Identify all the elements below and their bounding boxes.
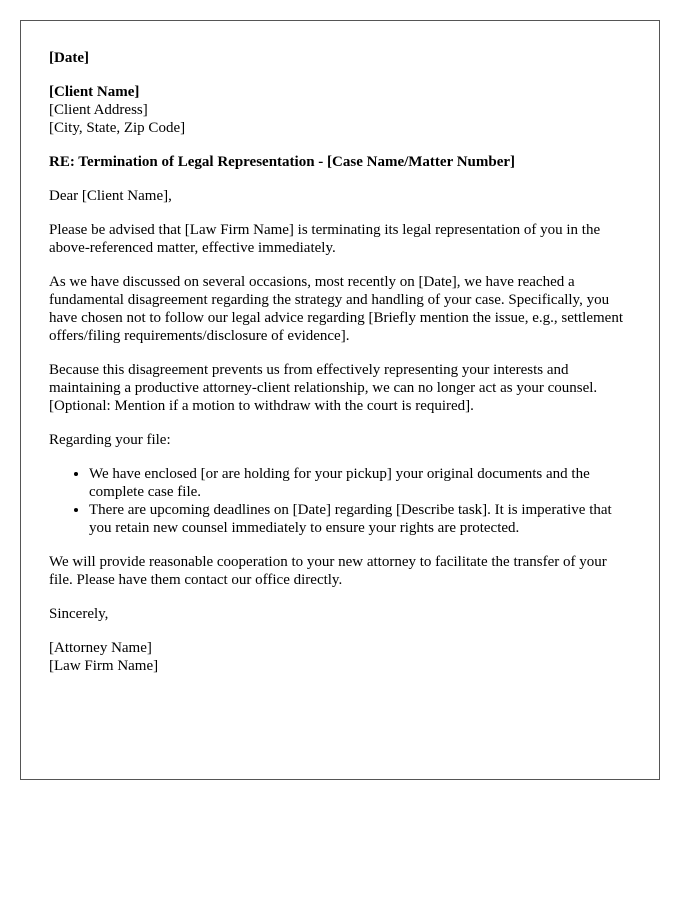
- list-item: • We have enclosed [or are holding for your pickup] your original documents and the complete case file.: [89, 465, 633, 501]
- paragraph-notice: Please be advised that [Law Firm Name] is terminating its legal representation of you in the above-referenced matter, effective immediately.: [49, 222, 601, 256]
- closing-paragraph: We will provide reasonable cooperation to your new attorney to facilitate the transfer of your file. Please have them contact our office directly.: [49, 554, 607, 588]
- paragraph-disagreement: As we have discussed on several occasions, most recently on [Date], we have reached a fundamental disagreement regarding the strategy and handling of your case. Specifically, you have chosen not to follow our legal advice regarding [Briefly mention the issue, e.g., settlement offers/filing requirements/disclosure of evidence].: [49, 274, 623, 344]
- letter-subject: RE: Termination of Legal Representation - [Case Name/Matter Number]: [49, 154, 516, 170]
- salutation: Dear [Client Name],: [49, 188, 172, 204]
- recipient-city-state-zip: [City, State, Zip Code]: [49, 120, 186, 136]
- paragraph-counsel: Because this disagreement prevents us from effectively representing your interests and maintaining a productive attorney-client relationship, we can no longer act as your counsel. [Optional: Mention if a motion to withdraw with the court is required].: [49, 362, 598, 414]
- recipient-name: [Client Name]: [49, 84, 140, 100]
- letter-page: [20, 20, 660, 780]
- firm-name: [Law Firm Name]: [49, 658, 159, 674]
- signature-block: [49, 639, 633, 675]
- file-items-list: [49, 465, 633, 537]
- list-item: • There are upcoming deadlines on [Date] regarding [Describe task]. It is imperative that you retain new counsel immediately to ensure your rights are protected.: [89, 501, 633, 537]
- recipient-address: [Client Address]: [49, 102, 148, 118]
- letter-date: [Date]: [49, 50, 89, 66]
- recipient-block: [49, 83, 633, 137]
- letter-body: [49, 49, 633, 691]
- attorney-name: [Attorney Name]: [49, 640, 152, 656]
- closing: Sincerely,: [49, 606, 109, 622]
- paragraph-file-intro: Regarding your file:: [49, 432, 171, 448]
